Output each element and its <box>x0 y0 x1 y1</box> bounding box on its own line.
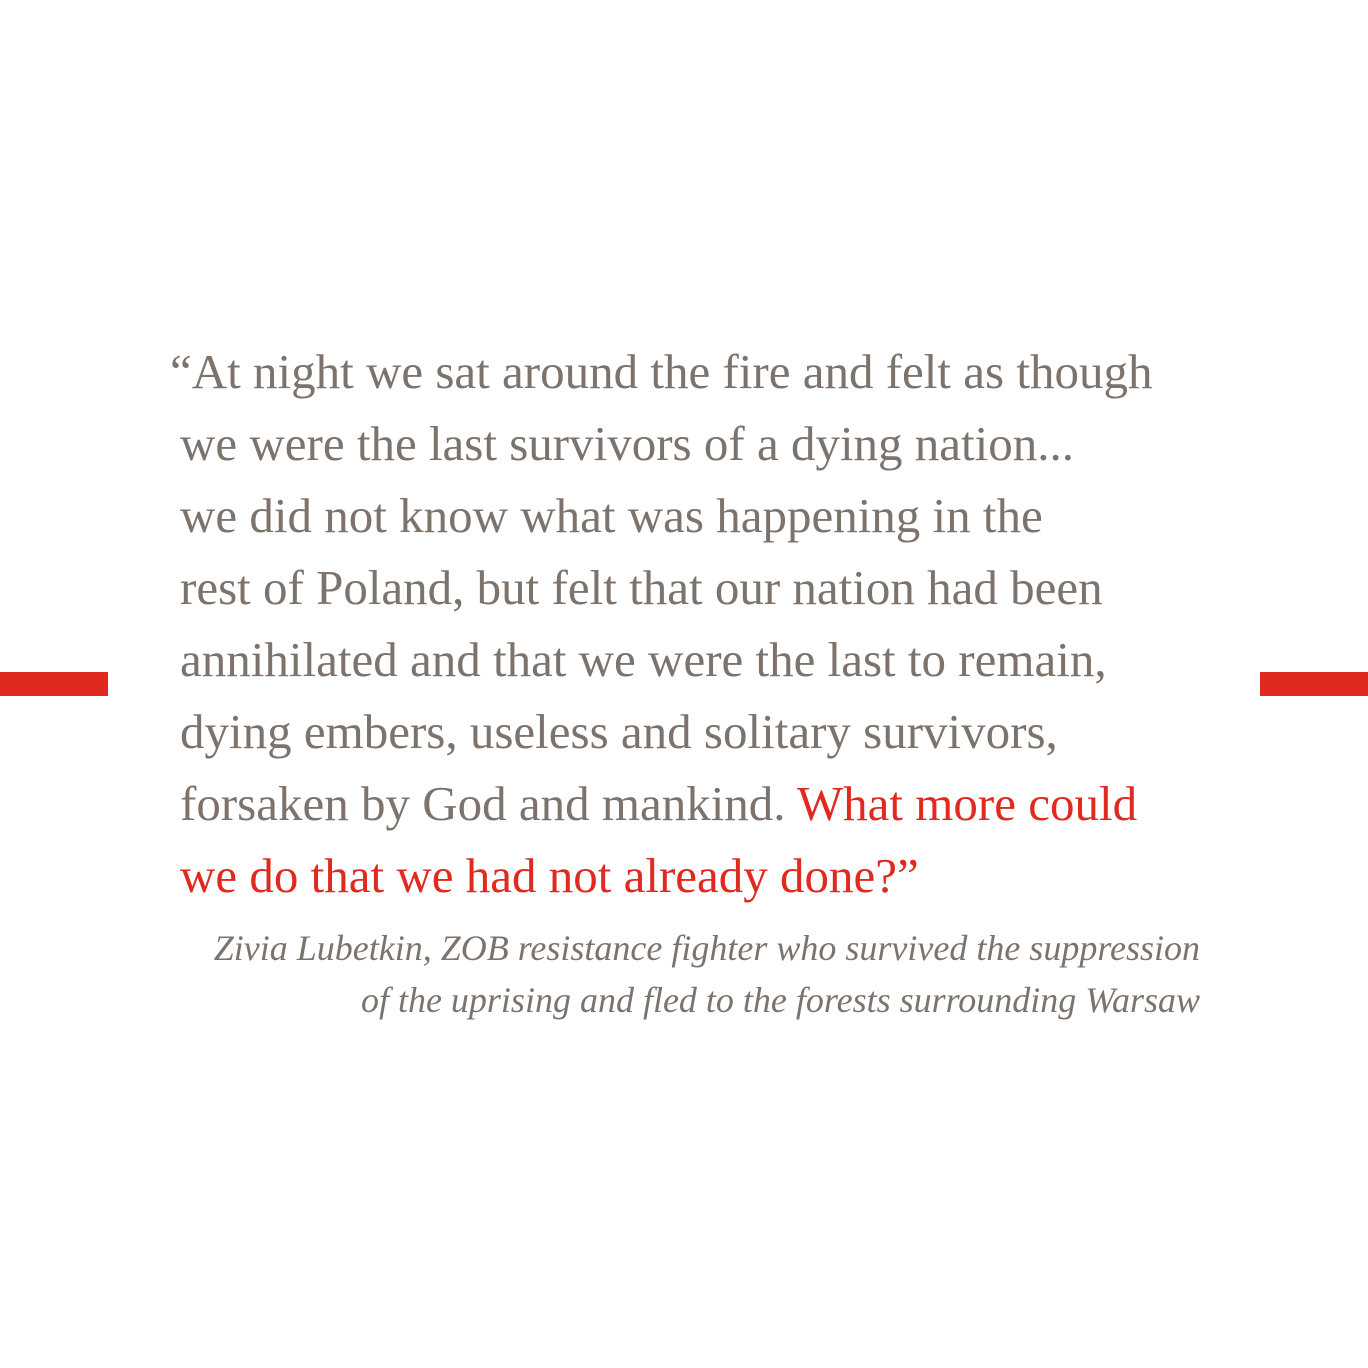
attribution-line-2: of the uprising and fled to the forests surrounding Warsaw <box>360 980 1200 1020</box>
quote-highlight-start: What more could <box>796 776 1138 831</box>
quote-line-2: we were the last survivors of a dying nation... <box>180 416 1075 471</box>
left-accent-bar <box>0 672 108 696</box>
quote-line-4: rest of Poland, but felt that our nation had been <box>180 560 1103 615</box>
quote-line-1: “At night we sat around the fire and felt as though <box>170 344 1153 399</box>
attribution <box>160 922 1200 1026</box>
right-accent-bar <box>1260 672 1368 696</box>
quote-line-3: we did not know what was happening in the <box>180 488 1043 543</box>
quote-line-6: dying embers, useless and solitary survivors, <box>180 704 1058 759</box>
quote-block <box>160 336 1220 912</box>
quote-highlight-end: we do that we had not already done?” <box>180 848 919 903</box>
quote-line-5: annihilated and that we were the last to remain, <box>180 632 1107 687</box>
quote-line-7 <box>160 768 1220 840</box>
attribution-line-1: Zivia Lubetkin, ZOB resistance fighter who survived the suppression <box>213 928 1200 968</box>
quote-line-7-plain: forsaken by God and mankind. <box>180 776 797 831</box>
